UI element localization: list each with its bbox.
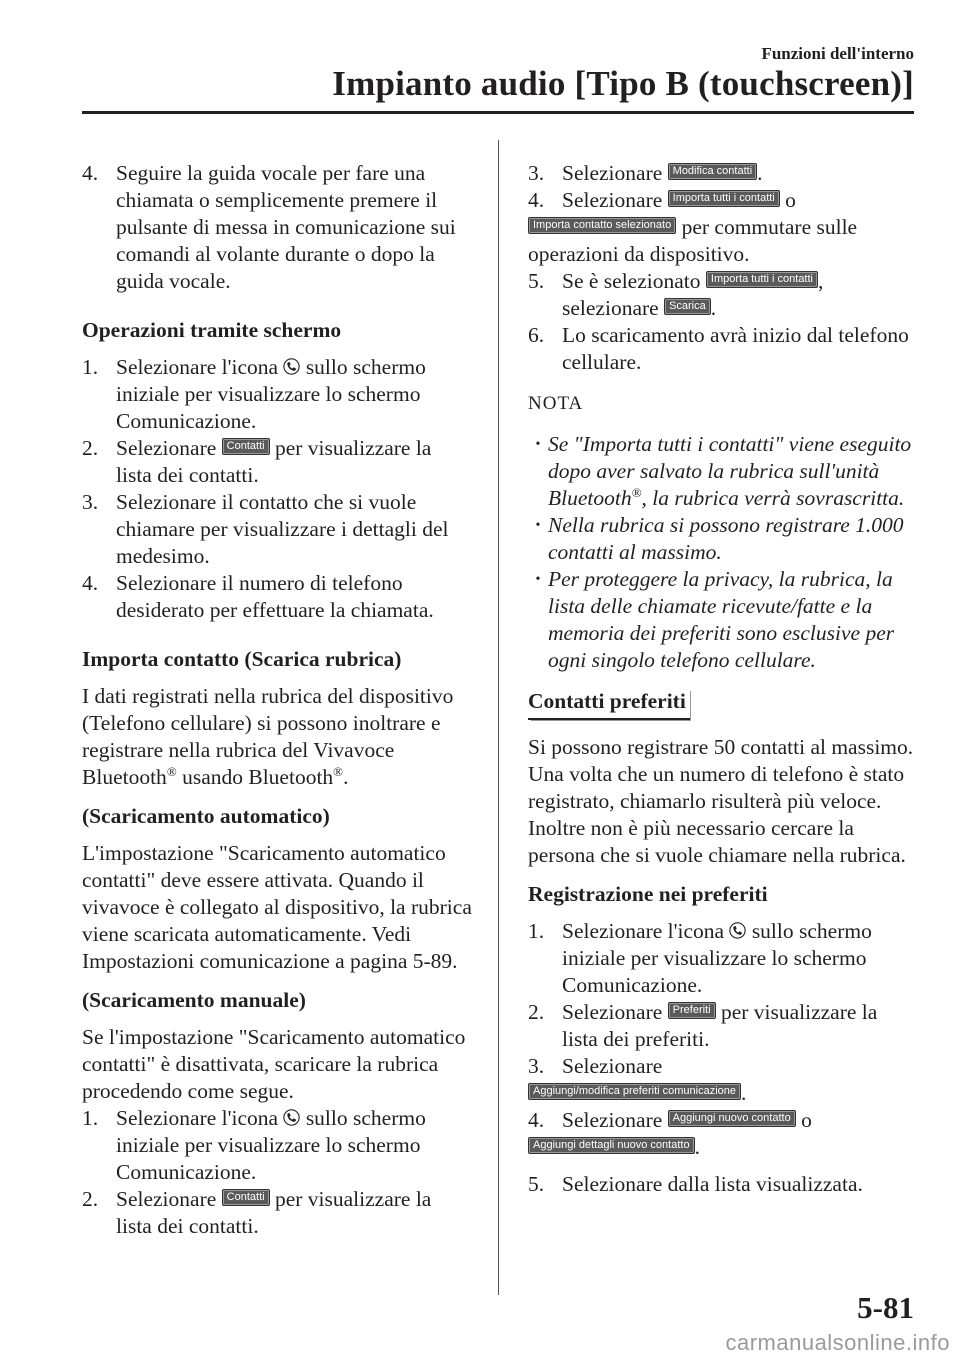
- step-text: [116, 1186, 472, 1240]
- page-number: 5-81: [857, 1290, 914, 1325]
- note-text: Nella rubrica si possono registrare 1.000 contatti al massimo.: [548, 513, 904, 564]
- preferiti-button[interactable]: Preferiti: [668, 1002, 716, 1019]
- bullet-icon: •: [535, 518, 541, 533]
- text-run: o: [779, 188, 796, 212]
- list-item: [528, 1171, 918, 1198]
- text-run: .: [343, 765, 349, 789]
- text-run: .: [757, 161, 763, 185]
- step-text: [116, 1105, 472, 1186]
- importa-selezionato-button[interactable]: Importa contatto selezionato: [528, 217, 676, 234]
- step-text: Selezionare il numero di telefono desiderato per effettuare la chiamata.: [116, 571, 434, 622]
- list-item: [82, 570, 472, 624]
- text-run: Selezionare: [562, 161, 668, 185]
- contatti-button[interactable]: Contatti: [222, 1189, 270, 1206]
- list-item: [528, 268, 918, 322]
- text-run: usando Bluetooth: [176, 765, 334, 789]
- importa-tutti-button[interactable]: Importa tutti i contatti: [706, 271, 818, 288]
- list-item: [82, 489, 472, 570]
- auto-paragraph: L'impostazione "Scaricamento automatico contatti" deve essere attivata. Quando il vivavoce è collegato al dispositivo, la rubrica viene scaricata automaticamente. Vedi Impostazioni comunicazione a pagina 5-89.: [82, 841, 472, 973]
- import-paragraph: [82, 683, 472, 791]
- step-number: 3.: [528, 1054, 545, 1078]
- list-item: [528, 1107, 918, 1134]
- step-number: 4.: [528, 1108, 545, 1132]
- right-column: [528, 160, 918, 1198]
- heading-import: Importa contatto (Scarica rubrica): [82, 647, 402, 671]
- step-number: 2.: [82, 1187, 99, 1211]
- contatti-button[interactable]: Contatti: [222, 438, 270, 455]
- text-run: selezionare: [562, 296, 665, 320]
- header-section: Funzioni dell'interno: [761, 44, 914, 63]
- watermark: carmanualsonline.info: [725, 1330, 950, 1355]
- step-number: 1.: [528, 919, 545, 943]
- step-text: [562, 268, 918, 322]
- note-text: [548, 431, 918, 512]
- step-number: 3.: [528, 161, 545, 185]
- step-text: Selezionare dalla lista visualizzata.: [562, 1172, 863, 1196]
- text-run: Selezionare l'icona: [562, 919, 730, 943]
- list-item: [528, 187, 918, 214]
- text-run: Se è selezionato: [562, 269, 706, 293]
- text-run: Selezionare l'icona: [116, 1106, 284, 1130]
- text-run: I dati registrati nella rubrica del dispositivo (Telefono cellulare) si possono inoltrare e registrare nella rubrica del Vivavoce Bluetooth: [82, 684, 454, 789]
- registered-mark: ®: [631, 484, 642, 500]
- note-label: NOTA: [528, 393, 584, 414]
- step-number: 3.: [82, 490, 99, 514]
- step-text: [116, 435, 472, 489]
- note-item: [528, 566, 918, 674]
- list-item: [82, 1105, 472, 1186]
- text-run: Selezionare: [116, 436, 222, 460]
- importa-tutti-button[interactable]: Importa tutti i contatti: [668, 190, 780, 207]
- bullet-icon: •: [535, 437, 541, 452]
- step-number: 2.: [528, 1000, 545, 1024]
- text-run: sullo schermo iniziale per visualizzare lo schermo Comunicazione.: [562, 919, 872, 997]
- step-text: [562, 160, 918, 187]
- step-continuation: [528, 1134, 918, 1161]
- text-run: , la rubrica verrà sovrascritta.: [641, 486, 905, 510]
- list-item: [528, 160, 918, 187]
- step-text: Seguire la guida vocale per fare una chiamata o semplicemente premere il pulsante di messa in comunicazione sui comandi al volante durante o dopo la guida vocale.: [116, 161, 456, 293]
- step-number: 5.: [528, 1172, 545, 1196]
- list-item: [82, 435, 472, 489]
- step-text: Selezionare: [562, 1054, 663, 1078]
- aggiungi-modifica-preferiti-button[interactable]: Aggiungi/modifica preferiti comunicazione: [528, 1083, 741, 1100]
- scarica-button[interactable]: Scarica: [664, 298, 711, 315]
- text-run: Selezionare: [116, 1187, 222, 1211]
- step-number: 6.: [528, 323, 545, 347]
- step-text: [562, 918, 918, 999]
- step-number: 1.: [82, 1106, 99, 1130]
- step-number: 4.: [82, 571, 99, 595]
- list-item: [82, 354, 472, 435]
- left-column: [82, 160, 472, 1240]
- step-text: [528, 187, 918, 214]
- heading-favorites: Contatti preferiti: [528, 688, 690, 720]
- step-number: 5.: [528, 269, 545, 293]
- step-number: 4.: [82, 161, 99, 185]
- step-text: [116, 354, 472, 435]
- phone-icon: [283, 1109, 300, 1126]
- step-number: 1.: [82, 355, 99, 379]
- text-run: sullo schermo iniziale per visualizzare lo schermo Comunicazione.: [116, 1106, 426, 1184]
- column-divider: [498, 140, 499, 1295]
- note-item: [528, 512, 918, 566]
- list-item: [528, 322, 918, 376]
- list-item: [528, 999, 918, 1053]
- text-run: Se "Importa tutti i contatti" viene eseguito dopo aver salvato la rubrica sull'unità Bluetooth: [548, 432, 912, 510]
- step-text: Lo scaricamento avrà inizio dal telefono cellulare.: [562, 323, 909, 374]
- heading-manual: (Scaricamento manuale): [82, 988, 306, 1012]
- text-run: .: [694, 1135, 700, 1159]
- list-item: [82, 1186, 472, 1240]
- page-title: Impianto audio [Tipo B (touchscreen)]: [332, 64, 914, 103]
- step-text: Selezionare il contatto che si vuole chiamare per visualizzare i dettagli del medesimo.: [116, 490, 449, 568]
- list-item: [528, 1053, 918, 1080]
- registered-mark: ®: [333, 763, 344, 779]
- text-run: .: [710, 296, 717, 320]
- manual-paragraph: Se l'impostazione "Scaricamento automatico contatti" è disattivata, scaricare la rubrica procedendo come segue.: [82, 1025, 466, 1103]
- phone-icon: [283, 358, 300, 375]
- phone-icon: [729, 922, 746, 939]
- step-continuation: [528, 214, 918, 268]
- text-run: sullo schermo iniziale per visualizzare lo schermo Comunicazione.: [116, 355, 426, 433]
- heading-auto: (Scaricamento automatico): [82, 804, 330, 828]
- registered-mark: ®: [166, 763, 177, 779]
- text-run: Selezionare: [562, 1108, 668, 1132]
- step-text: [562, 1107, 918, 1134]
- step-text: [562, 999, 918, 1053]
- step-number: 4.: [528, 188, 545, 212]
- text-run: ,: [818, 269, 824, 293]
- modifica-contatti-button[interactable]: Modifica contatti: [668, 163, 757, 180]
- text-run: per visualizzare la lista dei preferiti.: [562, 1000, 878, 1051]
- favorites-paragraph: Si possono registrare 50 contatti al massimo. Una volta che un numero di telefono è stato registrato, chiamarlo risulterà più veloce. Inoltre non è più necessario cercare la persona che si vuole chiamare nella rubrica.: [528, 735, 914, 867]
- text-run: Selezionare: [562, 1000, 668, 1024]
- text-run: o: [795, 1108, 812, 1132]
- text-run: Selezionare l'icona: [116, 355, 284, 379]
- aggiungi-nuovo-contatto-button[interactable]: Aggiungi nuovo contatto: [668, 1110, 796, 1127]
- note-text: Per proteggere la privacy, la rubrica, la lista delle chiamate ricevute/fatte e la memoria dei preferiti sono esclusive per ogni singolo telefono cellulare.: [548, 567, 895, 672]
- header-rule: [82, 111, 914, 114]
- aggiungi-dettagli-button[interactable]: Aggiungi dettagli nuovo contatto: [528, 1137, 695, 1154]
- bullet-icon: •: [535, 572, 541, 587]
- text-run: .: [741, 1081, 747, 1105]
- note-item: [528, 431, 918, 512]
- list-item: [82, 160, 472, 295]
- list-item: [528, 918, 918, 999]
- text-run: per visualizzare la lista dei contatti.: [116, 436, 432, 487]
- step-continuation: [528, 1080, 918, 1107]
- step-number: 2.: [82, 436, 99, 460]
- heading-register-favorites: Registrazione nei preferiti: [528, 882, 768, 906]
- text-run: per visualizzare la lista dei contatti.: [116, 1187, 432, 1238]
- text-run: Selezionare: [562, 188, 668, 212]
- text-run: per commutare sulle operazioni da dispositivo.: [528, 215, 858, 266]
- heading-screen-ops: Operazioni tramite schermo: [82, 318, 342, 342]
